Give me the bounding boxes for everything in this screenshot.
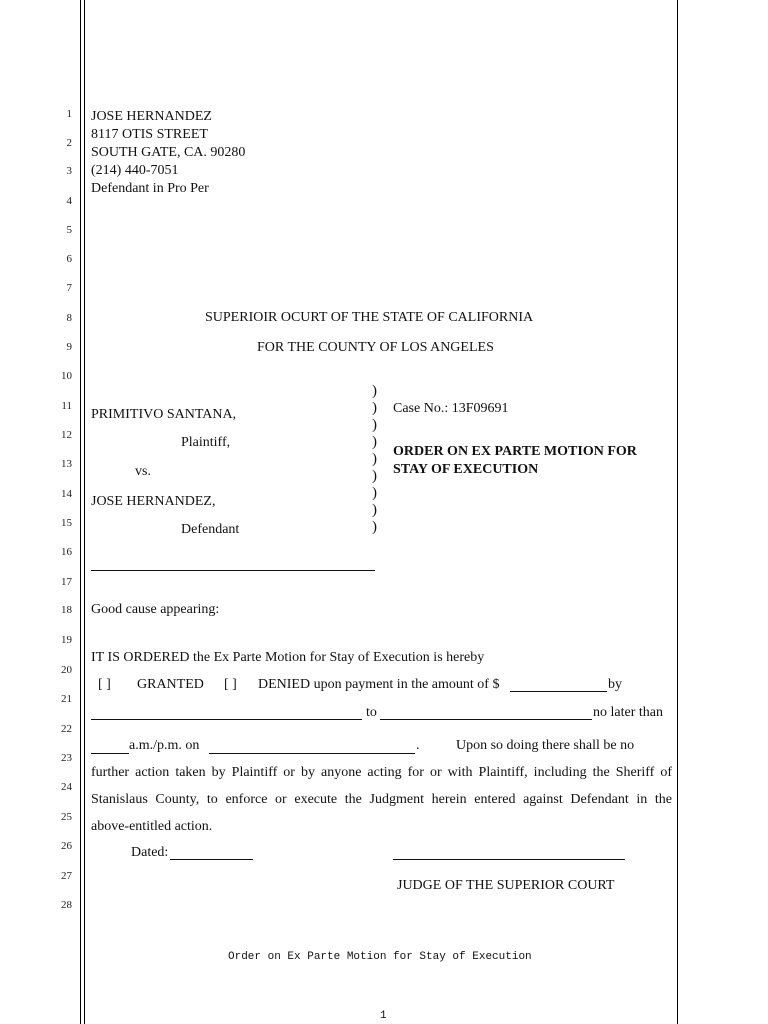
line-number: 6 [66, 253, 72, 265]
caption-paren: ) [372, 383, 377, 399]
caption-paren: ) [372, 451, 377, 467]
time-blank[interactable] [91, 753, 129, 754]
date-period: . [416, 738, 420, 753]
line-number: 7 [66, 282, 72, 294]
footer-title: Order on Ex Parte Motion for Stay of Execution [228, 951, 532, 963]
line-number: 20 [61, 664, 72, 676]
dated-label: Dated: [131, 845, 169, 860]
caption-paren: ) [372, 468, 377, 484]
to-label: to [366, 705, 377, 720]
judge-title: JUDGE OF THE SUPERIOR COURT [397, 878, 615, 893]
no-later-than-label: no later than [593, 705, 663, 720]
line-number: 9 [66, 341, 72, 353]
caption-paren-column [372, 383, 384, 538]
dated-blank[interactable] [170, 859, 253, 860]
ampm-label: a.m./p.m. on [129, 738, 200, 753]
caption-paren: ) [372, 400, 377, 416]
granted-checkbox[interactable]: [ ] [98, 677, 111, 692]
by-label: by [608, 677, 622, 692]
page-number: 1 [380, 1010, 387, 1022]
attorney-street: 8117 OTIS STREET [91, 127, 208, 142]
line-number: 25 [61, 811, 72, 823]
plaintiff-name: PRIMITIVO SANTANA, [91, 407, 237, 422]
line-number: 8 [66, 312, 72, 324]
upon-text: Upon so doing there shall be no [456, 738, 635, 753]
left-margin-line-inner [84, 0, 85, 1024]
line-number: 1 [66, 108, 72, 120]
line-number: 14 [61, 488, 72, 500]
line-number: 28 [61, 899, 72, 911]
line-number: 19 [61, 634, 72, 646]
line-number: 23 [61, 752, 72, 764]
versus-label: vs. [135, 464, 151, 479]
denied-checkbox[interactable]: [ ] [224, 677, 237, 692]
left-margin-line-outer [80, 0, 81, 1024]
attorney-phone: (214) 440-7051 [91, 163, 179, 178]
attorney-role: Defendant in Pro Per [91, 181, 209, 196]
ordered-text: IT IS ORDERED the Ex Parte Motion for Stay of Execution is hereby [91, 650, 485, 665]
payment-to-blank[interactable] [380, 719, 592, 720]
denied-text: DENIED upon payment in the amount of $ [258, 677, 500, 692]
paragraph-line-above: above-entitled action. [91, 819, 213, 834]
caption-paren: ) [372, 502, 377, 518]
line-number: 21 [61, 693, 72, 705]
caption-paren: ) [372, 519, 377, 535]
caption-paren: ) [372, 434, 377, 450]
caption-paren: ) [372, 417, 377, 433]
line-number: 3 [66, 165, 72, 177]
judge-signature-line[interactable] [393, 859, 625, 860]
line-number: 2 [66, 137, 72, 149]
line-number: 12 [61, 429, 72, 441]
paragraph-line-further: further action taken by Plaintiff or by anyone acting for or with Plaintiff, including the Sheriff of [91, 765, 672, 780]
paragraph-line-stanislaus: Stanislaus County, to enforce or execute the Judgment herein entered against Defendant in the [91, 792, 672, 807]
line-number: 26 [61, 840, 72, 852]
case-number: Case No.: 13F09691 [393, 401, 509, 416]
plaintiff-label: Plaintiff, [181, 435, 231, 450]
line-number: 24 [61, 781, 72, 793]
line-number: 15 [61, 517, 72, 529]
line-number: 22 [61, 723, 72, 735]
defendant-label: Defendant [181, 522, 240, 537]
court-title-line1: SUPERIOIR OCURT OF THE STATE OF CALIFORNIA [205, 310, 534, 325]
document-title-line2: STAY OF EXECUTION [393, 462, 539, 477]
attorney-city: SOUTH GATE, CA. 90280 [91, 145, 246, 160]
line-number: 27 [61, 870, 72, 882]
line-number: 16 [61, 546, 72, 558]
good-cause-text: Good cause appearing: [91, 602, 220, 617]
granted-label: GRANTED [137, 677, 204, 692]
attorney-name: JOSE HERNANDEZ [91, 109, 212, 124]
right-margin-line [677, 0, 678, 1024]
line-number: 13 [61, 458, 72, 470]
date-blank[interactable] [209, 753, 415, 754]
defendant-name: JOSE HERNANDEZ, [91, 494, 216, 509]
line-number: 11 [61, 400, 72, 412]
document-title-line1: ORDER ON EX PARTE MOTION FOR [393, 444, 637, 459]
line-number: 5 [66, 224, 72, 236]
line-number: 4 [66, 195, 72, 207]
caption-underline [91, 570, 375, 571]
amount-blank[interactable] [510, 691, 607, 692]
payee-blank[interactable] [91, 719, 362, 720]
court-title-line2: FOR THE COUNTY OF LOS ANGELES [257, 340, 494, 355]
line-number: 10 [61, 370, 72, 382]
line-number: 17 [61, 576, 72, 588]
line-number: 18 [61, 604, 72, 616]
caption-paren: ) [372, 485, 377, 501]
